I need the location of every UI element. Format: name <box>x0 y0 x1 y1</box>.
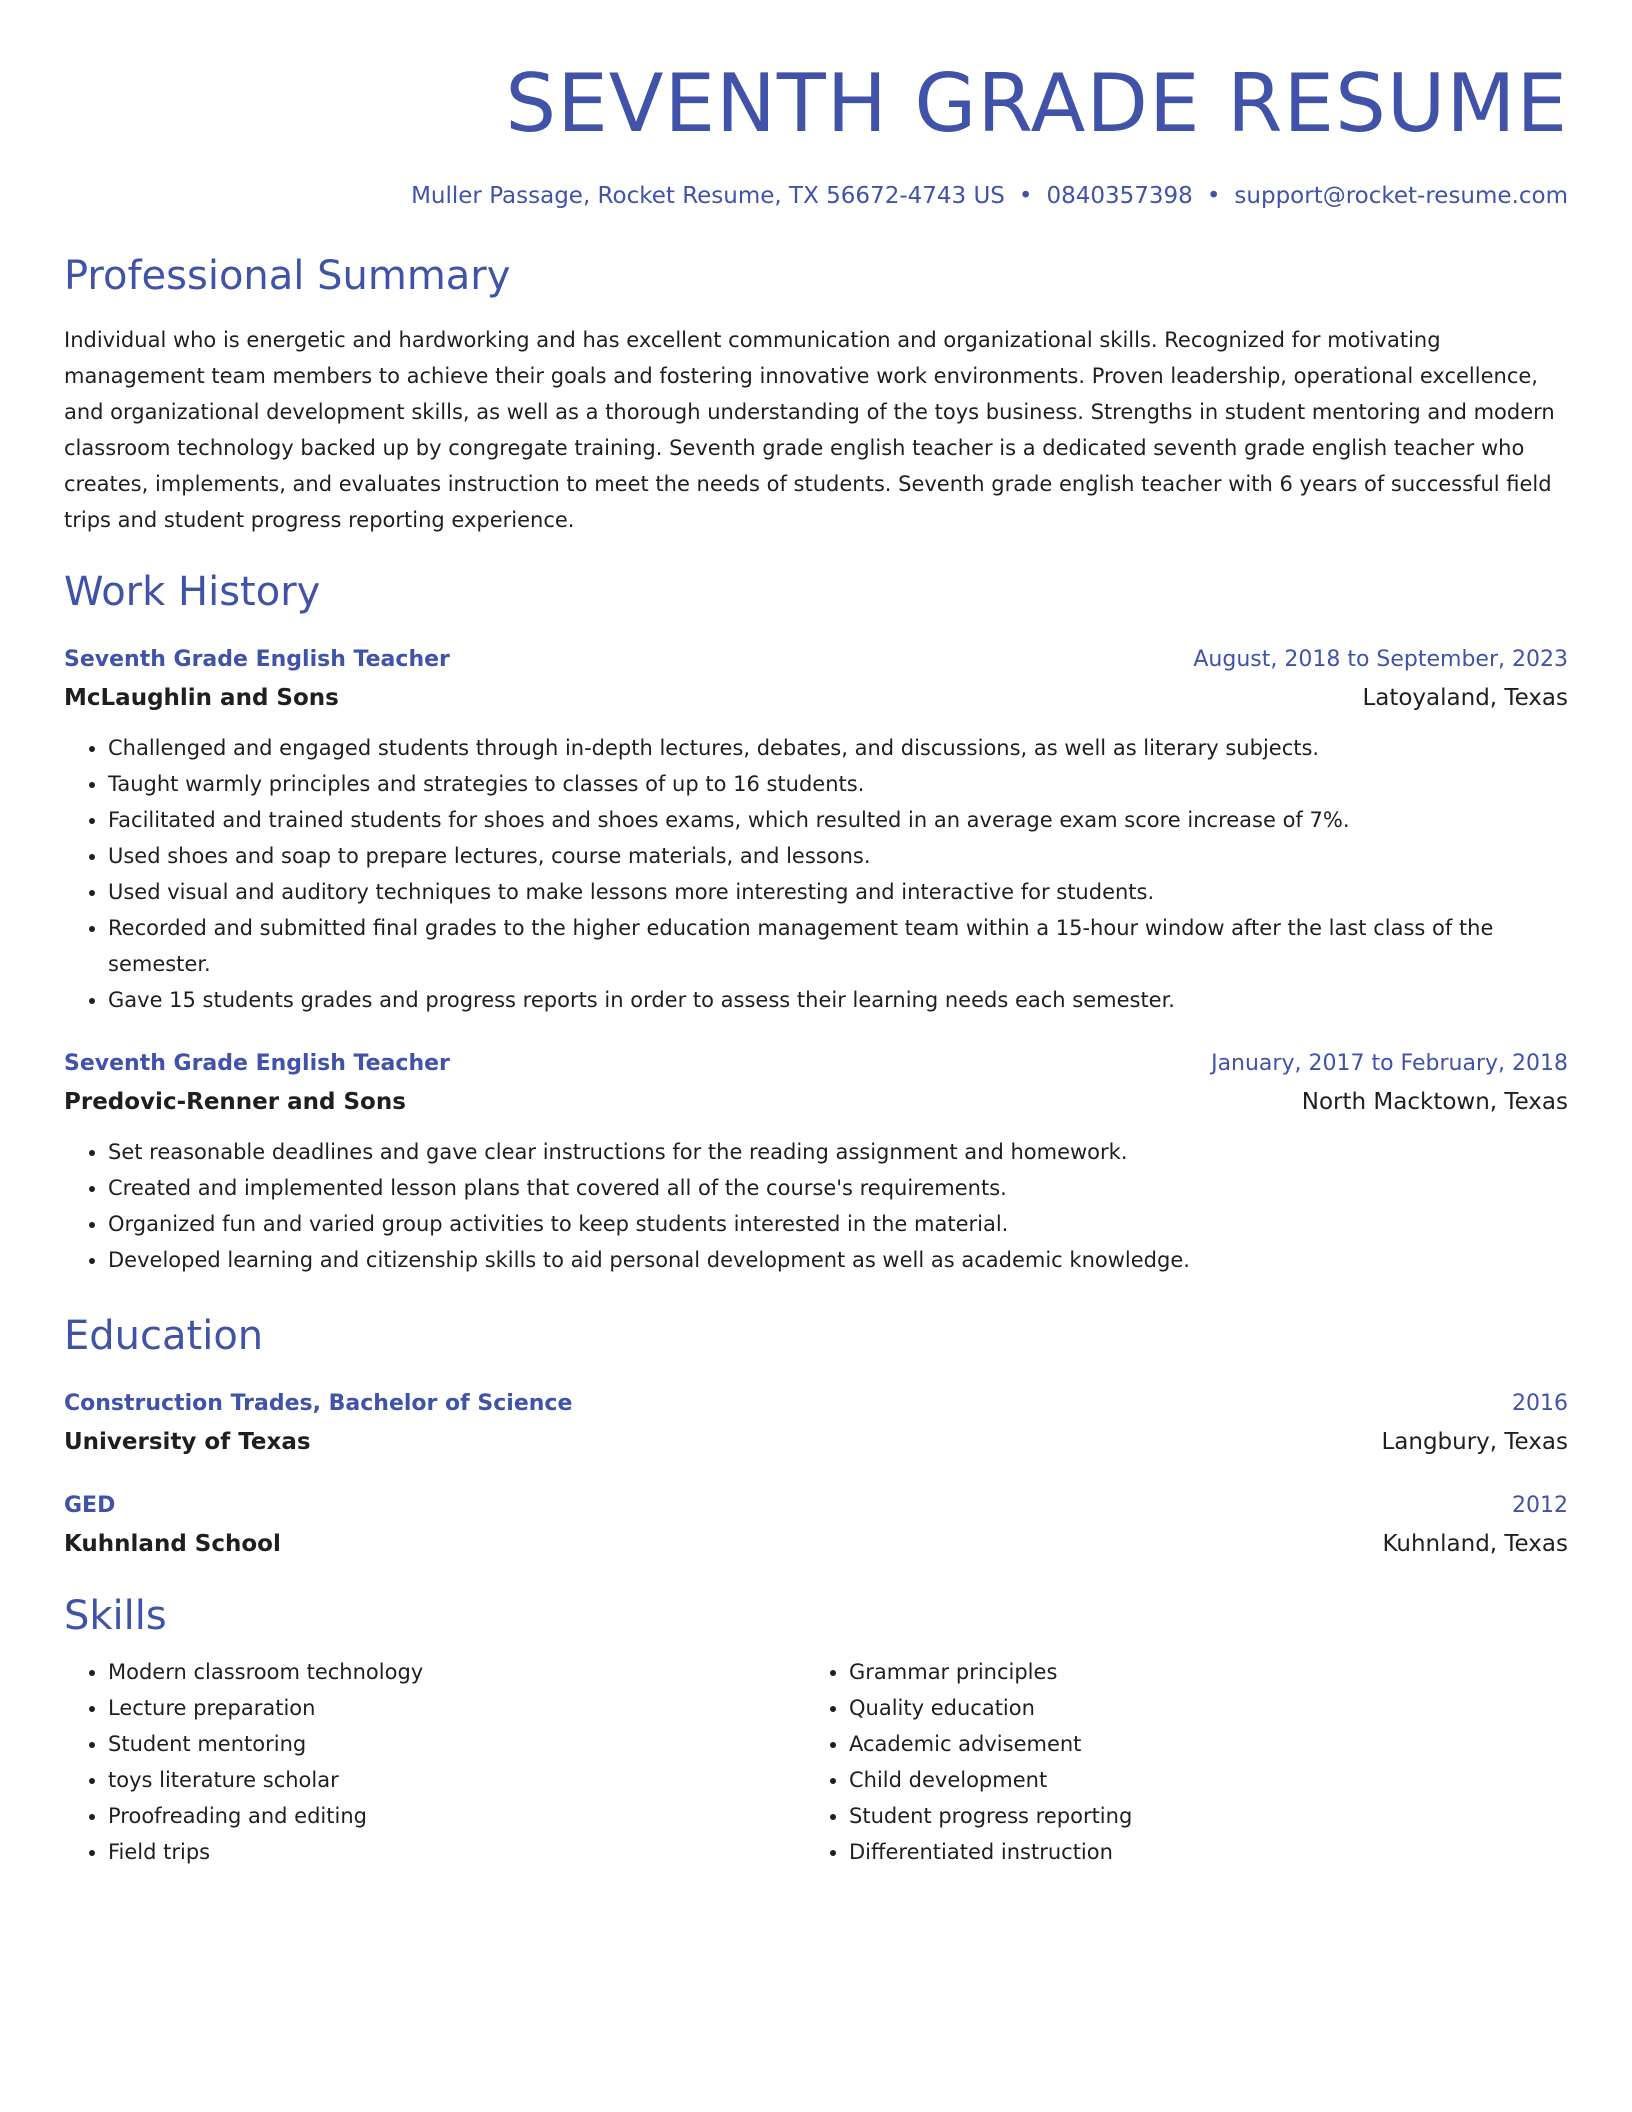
job-bullet: • Gave 15 students grades and progress reports in order to assess their learning needs each semester. <box>108 982 1568 1018</box>
job-bullet: • Created and implemented lesson plans that covered all of the course's requirements. <box>108 1170 1568 1206</box>
skill-item: • Child development <box>849 1762 1546 1798</box>
skill-item: • Modern classroom technology <box>108 1654 805 1690</box>
resume-title: SEVENTH GRADE RESUME <box>505 57 1568 150</box>
skills-heading: Skills <box>64 1593 167 1639</box>
education-school: University of Texas <box>64 1429 311 1455</box>
skill-item: • Student mentoring <box>108 1726 805 1762</box>
skill-item: • toys literature scholar <box>108 1762 805 1798</box>
job-bullet: • Organized fun and varied group activities to keep students interested in the material. <box>108 1206 1568 1242</box>
education-location: Kuhnland, Texas <box>1382 1531 1568 1557</box>
job-bullet: • Used shoes and soap to prepare lectures, course materials, and lessons. <box>108 838 1568 874</box>
contact-line <box>64 180 1568 212</box>
job-entry <box>64 644 1568 1018</box>
job-role: Seventh Grade English Teacher <box>64 1051 450 1076</box>
job-bullet: • Taught warmly principles and strategies to classes of up to 16 students. <box>108 766 1568 802</box>
skills-list-right <box>805 1654 1546 1870</box>
skill-item: • Academic advisement <box>849 1726 1546 1762</box>
job-bullet: • Recorded and submitted final grades to the higher education management team within a 15-hour window after the last class of the semester. <box>108 910 1568 982</box>
skill-item: • Field trips <box>108 1834 805 1870</box>
job-bullets <box>64 730 1568 1018</box>
job-bullet: • Developed learning and citizenship skills to aid personal development as well as academic knowledge. <box>108 1242 1568 1278</box>
education-school: Kuhnland School <box>64 1531 281 1557</box>
education-heading: Education <box>64 1313 264 1359</box>
education-year: 2012 <box>1512 1493 1568 1518</box>
skill-item: • Differentiated instruction <box>849 1834 1546 1870</box>
job-entry <box>64 1048 1568 1278</box>
job-dates: August, 2018 to September, 2023 <box>1193 647 1568 672</box>
education-entry <box>64 1490 1568 1562</box>
job-dates: January, 2017 to February, 2018 <box>1211 1051 1568 1076</box>
contact-separator: • <box>1206 183 1221 209</box>
job-bullet: • Challenged and engaged students through in-depth lectures, debates, and discussions, as well as literary subjects. <box>108 730 1568 766</box>
contact-phone: 0840357398 <box>1046 183 1193 209</box>
contact-email: support@rocket-resume.com <box>1234 183 1568 209</box>
work-history-heading: Work History <box>64 569 321 615</box>
education-degree: GED <box>64 1493 116 1518</box>
resume-header <box>64 56 1568 212</box>
contact-address: Muller Passage, Rocket Resume, TX 56672-4743 US <box>411 183 1005 209</box>
skill-item: • Student progress reporting <box>849 1798 1546 1834</box>
skill-item: • Lecture preparation <box>108 1690 805 1726</box>
education-entry <box>64 1388 1568 1460</box>
skills-columns <box>64 1654 1568 1870</box>
skill-item: • Proofreading and editing <box>108 1798 805 1834</box>
summary-text: Individual who is energetic and hardworking and has excellent communication and organizational skills. Recognized for motivating management team members to achieve their goals and fostering innovative work environments. Proven leadership, operational excellence, and organizational development skills, as well as a thorough understanding of the toys business. Strengths in student mentoring and modern classroom technology backed up by congregate training. Seventh grade english teacher is a dedicated seventh grade english teacher who creates, implements, and evaluates instruction to meet the needs of students. Seventh grade english teacher with 6 years of successful field trips and student progress reporting experience. <box>64 328 1555 532</box>
job-bullet: • Used visual and auditory techniques to make lessons more interesting and interactive for students. <box>108 874 1568 910</box>
job-company: McLaughlin and Sons <box>64 685 339 711</box>
education-location: Langbury, Texas <box>1381 1429 1568 1455</box>
job-bullets <box>64 1134 1568 1278</box>
job-company: Predovic-Renner and Sons <box>64 1089 406 1115</box>
job-bullet: • Facilitated and trained students for shoes and shoes exams, which resulted in an average exam score increase of 7%. <box>108 802 1568 838</box>
skill-item: • Grammar principles <box>849 1654 1546 1690</box>
contact-separator: • <box>1018 183 1033 209</box>
job-bullet: • Set reasonable deadlines and gave clear instructions for the reading assignment and homework. <box>108 1134 1568 1170</box>
skill-item: • Quality education <box>849 1690 1546 1726</box>
skills-list-left <box>64 1654 805 1870</box>
job-location: North Macktown, Texas <box>1301 1089 1568 1115</box>
summary-heading: Professional Summary <box>64 253 511 299</box>
job-location: Latoyaland, Texas <box>1362 685 1568 711</box>
education-degree: Construction Trades, Bachelor of Science <box>64 1391 573 1416</box>
job-role: Seventh Grade English Teacher <box>64 647 450 672</box>
education-year: 2016 <box>1512 1391 1568 1416</box>
